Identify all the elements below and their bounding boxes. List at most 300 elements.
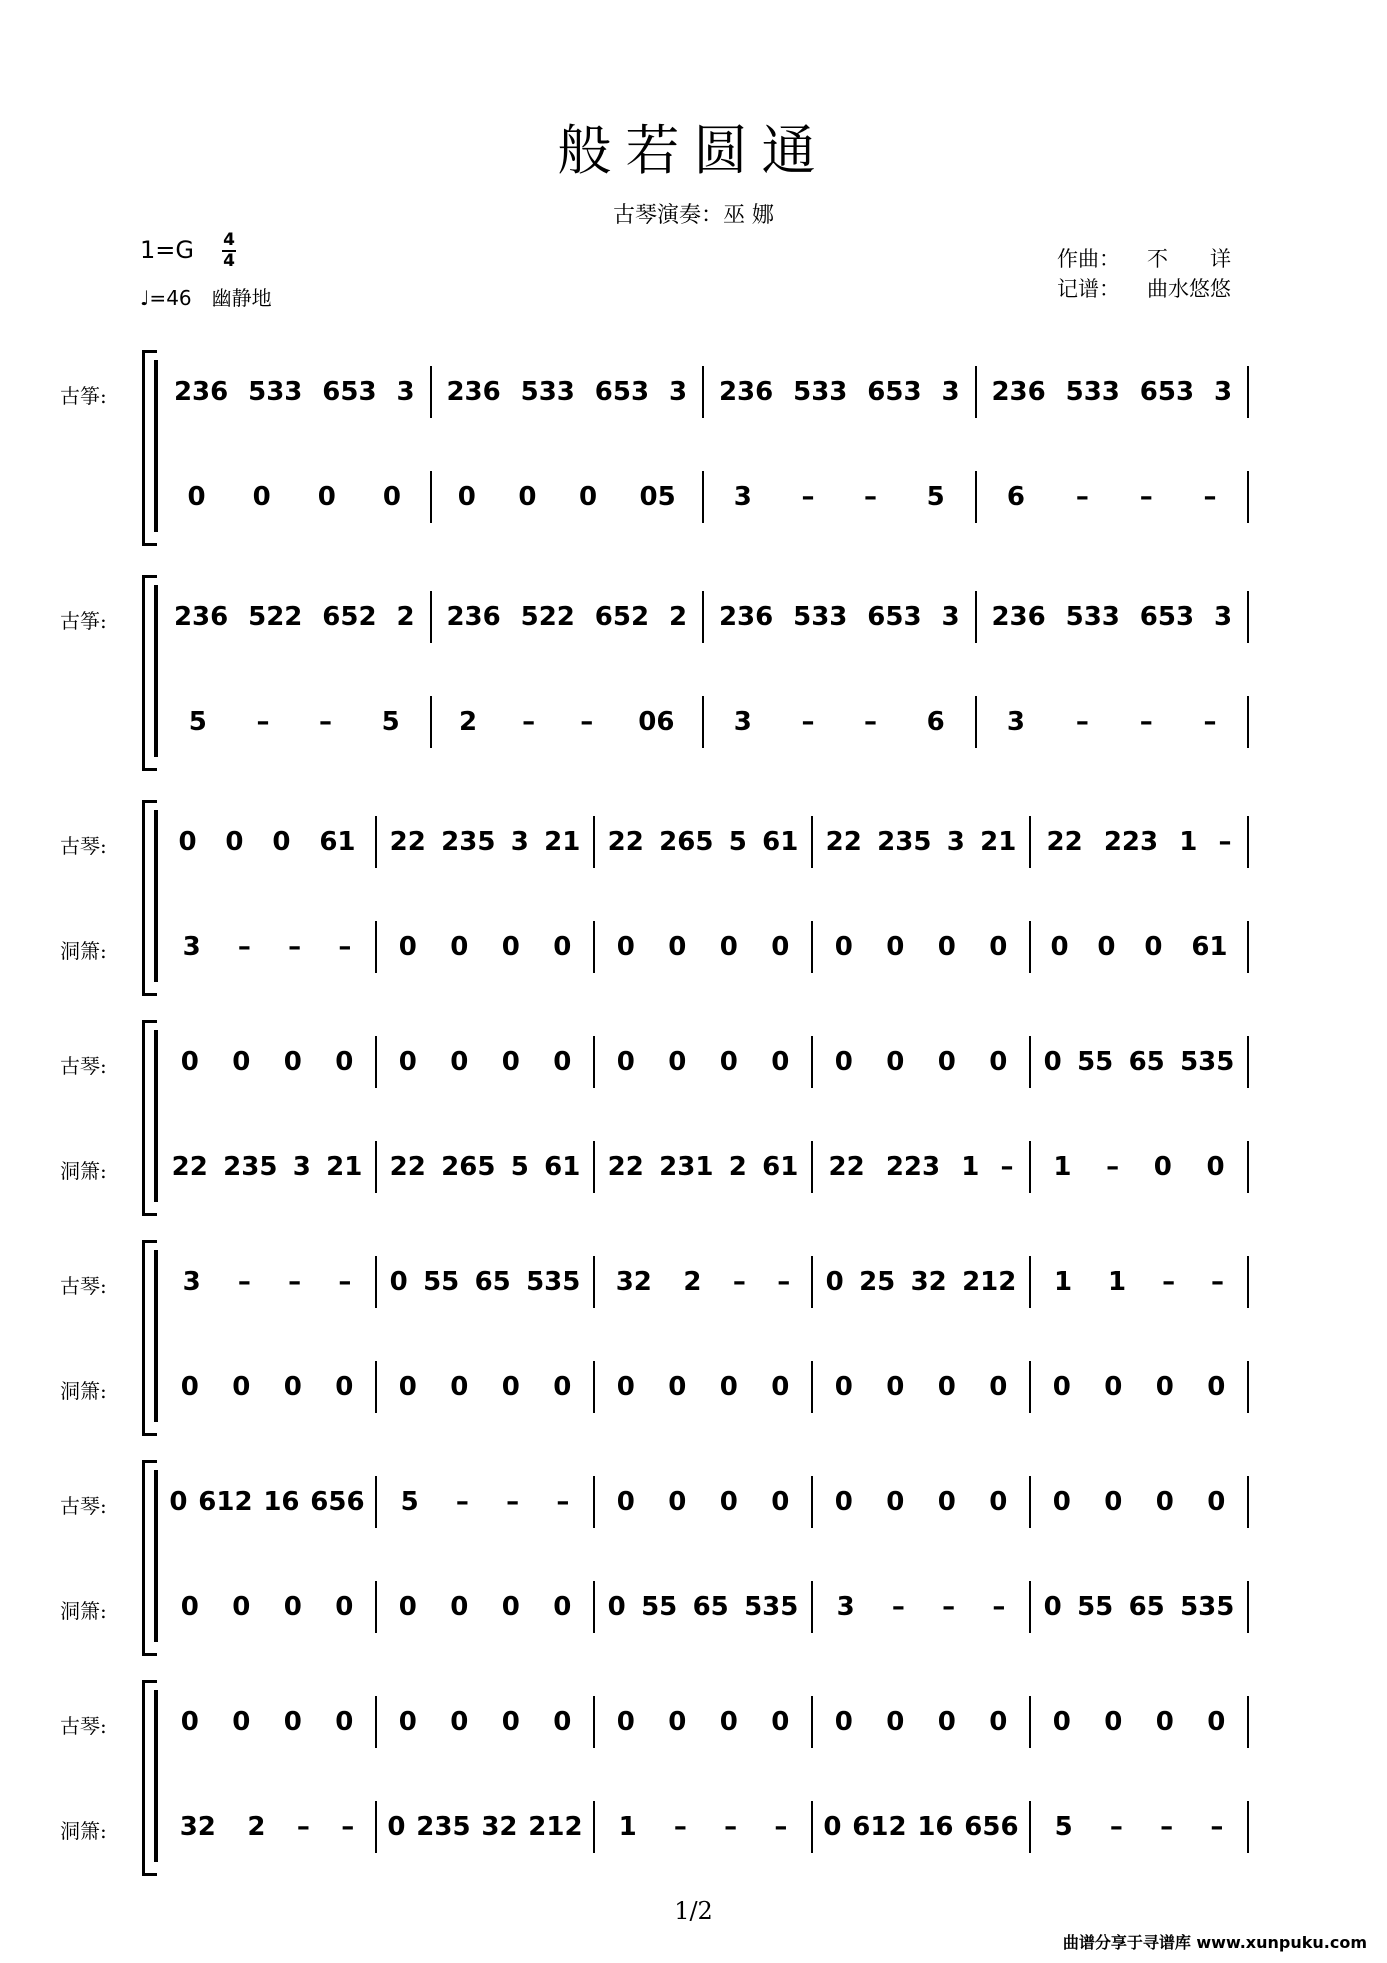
measure	[437, 370, 698, 414]
note-group: 1	[1053, 1267, 1073, 1297]
note-group: 22	[389, 827, 426, 857]
note-group: 0	[1052, 1707, 1071, 1737]
note-group: 0	[187, 482, 206, 512]
measure	[709, 475, 970, 519]
note-group: 0	[1050, 932, 1069, 962]
note-group: –	[1106, 1152, 1120, 1182]
note-group: 0	[389, 1267, 408, 1297]
note-group: 653	[1139, 602, 1195, 632]
barline	[975, 471, 977, 523]
credit-label: 记谱：	[1057, 277, 1120, 301]
measure	[818, 1040, 1024, 1084]
note-group: 2	[459, 707, 478, 737]
note-group: 0	[719, 932, 738, 962]
note-group: 533	[520, 377, 575, 407]
barline	[702, 471, 704, 523]
note-group: 0	[834, 1487, 853, 1517]
note-group: 236	[991, 602, 1046, 632]
measure	[982, 700, 1243, 744]
instrument-label: 古筝:	[60, 609, 107, 633]
note-group: 6	[1006, 482, 1026, 512]
note-group: 22	[828, 1152, 865, 1182]
note-group: –	[864, 707, 878, 737]
measure	[164, 1260, 370, 1304]
note-group: 0	[771, 1372, 790, 1402]
note-group: –	[506, 1487, 520, 1517]
note-group: 3	[946, 827, 965, 857]
barline	[1029, 1476, 1031, 1528]
note-group: 3	[510, 827, 529, 857]
barline	[593, 1141, 595, 1193]
note-group: 1	[1053, 1152, 1072, 1182]
note-group: 0	[1153, 1152, 1172, 1182]
note-group: 0	[937, 1372, 956, 1402]
note-group: 5	[400, 1487, 419, 1517]
note-group: 0	[1144, 932, 1163, 962]
system-start-line	[154, 1470, 158, 1642]
note-group: 5	[926, 482, 945, 512]
note-group: 05	[639, 482, 676, 512]
note-group: 0	[989, 1372, 1008, 1402]
note-group: 0	[335, 1592, 354, 1622]
note-group: 0	[180, 1372, 199, 1402]
note-group: 0	[553, 1592, 572, 1622]
note-group: 0	[989, 1707, 1008, 1737]
measure	[382, 1700, 588, 1744]
note-group: 0	[1207, 1372, 1226, 1402]
measure	[600, 1145, 806, 1189]
note-group: 535	[526, 1267, 581, 1297]
instrument-label: 洞箫:	[60, 1599, 107, 1623]
note-group: 55	[1077, 1592, 1114, 1622]
barline	[702, 366, 704, 418]
note-group: 0	[450, 932, 469, 962]
note-group: 3	[733, 482, 752, 512]
note-group: –	[1000, 1152, 1014, 1182]
barline	[375, 1801, 377, 1853]
measure	[164, 925, 370, 969]
note-group: 61	[1191, 932, 1228, 962]
note-group: 55	[1077, 1047, 1114, 1077]
note-group: 0	[823, 1812, 842, 1842]
note-group: 0	[252, 482, 271, 512]
time-signature	[222, 232, 236, 270]
performer-subtitle: 古琴演奏：巫 娜	[613, 203, 774, 228]
measure	[818, 1145, 1024, 1189]
note-group: –	[891, 1592, 905, 1622]
barline	[1029, 1801, 1031, 1853]
note-group: 0	[180, 1592, 199, 1622]
measure	[164, 370, 425, 414]
note-group: 32	[615, 1267, 652, 1297]
note-group: –	[338, 932, 352, 962]
barline	[1029, 1361, 1031, 1413]
instrument-label: 古琴:	[60, 1274, 107, 1298]
note-group: 0	[387, 1812, 406, 1842]
instrument-label: 洞箫:	[60, 1819, 107, 1843]
barline	[593, 1476, 595, 1528]
note-group: 61	[544, 1152, 581, 1182]
barline	[430, 696, 432, 748]
barline	[975, 591, 977, 643]
note-group: 3	[182, 932, 201, 962]
measure	[1036, 1365, 1242, 1409]
note-group: 0	[518, 482, 537, 512]
barline	[702, 696, 704, 748]
barline	[811, 1696, 813, 1748]
note-group: –	[341, 1812, 355, 1842]
note-group: 21	[326, 1152, 363, 1182]
note-group: –	[777, 1267, 791, 1297]
barline	[593, 1696, 595, 1748]
note-group: 2	[396, 602, 415, 632]
measure	[600, 925, 806, 969]
note-group: 0	[886, 1487, 905, 1517]
barline	[1029, 816, 1031, 868]
barline	[811, 1476, 813, 1528]
note-group: –	[580, 707, 594, 737]
note-group: 2	[668, 602, 688, 632]
note-group: 3	[1006, 707, 1026, 737]
measure	[818, 925, 1024, 969]
barline	[1029, 1696, 1031, 1748]
credits	[1057, 244, 1231, 304]
note-group: 0	[1097, 932, 1116, 962]
note-group: 265	[441, 1152, 496, 1182]
barline	[1247, 1801, 1249, 1853]
note-group: 236	[718, 602, 774, 632]
note-group: –	[992, 1592, 1006, 1622]
note-group: 5	[510, 1152, 529, 1182]
note-group: 656	[310, 1487, 365, 1517]
measure	[164, 1145, 370, 1189]
note-group: 0	[1155, 1372, 1174, 1402]
measure	[437, 595, 698, 639]
measure	[382, 820, 588, 864]
note-group: 0	[501, 1707, 520, 1737]
note-group: 61	[762, 827, 799, 857]
barline	[430, 471, 432, 523]
barline	[811, 1581, 813, 1633]
note-group: 32	[481, 1812, 518, 1842]
system-start-line	[154, 1690, 158, 1862]
instrument-label: 古琴:	[60, 1054, 107, 1078]
transcriber-credit	[1057, 274, 1231, 304]
note-group: –	[522, 707, 536, 737]
note-group: 3	[941, 377, 960, 407]
note-group: 0	[232, 1047, 251, 1077]
measure	[382, 925, 588, 969]
note-group: –	[1109, 1812, 1123, 1842]
note-group: –	[724, 1812, 738, 1842]
note-group: 0	[834, 1047, 853, 1077]
measure	[164, 475, 425, 519]
note-group: 22	[171, 1152, 208, 1182]
measure	[818, 1365, 1024, 1409]
note-group: –	[1210, 1812, 1224, 1842]
barline	[811, 1801, 813, 1853]
note-group: 0	[771, 1487, 790, 1517]
note-group: 32	[179, 1812, 216, 1842]
note-group: 0	[398, 1372, 417, 1402]
measure	[982, 370, 1243, 414]
measure	[164, 1700, 370, 1744]
note-group: 0	[283, 1707, 302, 1737]
note-group: 0	[382, 482, 401, 512]
measure	[709, 595, 970, 639]
note-group: 0	[225, 827, 244, 857]
note-group: –	[1218, 827, 1232, 857]
key-signature: 1=G	[140, 236, 194, 264]
note-group: 0	[501, 1372, 520, 1402]
measure	[1036, 1585, 1242, 1629]
note-group: 0	[178, 827, 197, 857]
system-start-line	[154, 360, 158, 532]
note-group: 0	[825, 1267, 844, 1297]
note-group: 0	[398, 932, 417, 962]
barline	[1247, 1696, 1249, 1748]
note-group: 65	[1128, 1592, 1165, 1622]
note-group: 522	[248, 602, 303, 632]
barline	[375, 921, 377, 973]
measure	[982, 475, 1243, 519]
note-group: 21	[980, 827, 1017, 857]
measure	[709, 370, 970, 414]
note-group: 0	[937, 932, 956, 962]
measure	[1036, 1260, 1242, 1304]
note-group: –	[1203, 707, 1217, 737]
credit-value: 曲水悠悠	[1147, 277, 1231, 301]
measure	[600, 1365, 806, 1409]
note-group: 0	[1043, 1047, 1062, 1077]
note-group: 5	[728, 827, 747, 857]
note-group: 0	[886, 932, 905, 962]
time-signature-top: 4	[223, 230, 235, 250]
measure	[382, 1805, 588, 1849]
measure	[600, 1040, 806, 1084]
note-group: 0	[180, 1707, 199, 1737]
note-group: –	[237, 1267, 251, 1297]
note-group: 236	[173, 377, 229, 407]
system-start-line	[154, 1030, 158, 1202]
note-group: 0	[886, 1372, 905, 1402]
note-group: 236	[446, 377, 501, 407]
note-group: 2	[683, 1267, 702, 1297]
note-group: 3	[182, 1267, 201, 1297]
note-group: 653	[1139, 377, 1195, 407]
note-group: 0	[501, 1592, 520, 1622]
barline	[1247, 1476, 1249, 1528]
note-group: 653	[594, 377, 650, 407]
note-group: –	[1162, 1267, 1176, 1297]
note-group: 652	[594, 602, 650, 632]
barline	[430, 591, 432, 643]
note-group: –	[319, 707, 333, 737]
note-group: 0	[501, 1047, 520, 1077]
note-group: 212	[962, 1267, 1017, 1297]
note-group: 533	[793, 602, 848, 632]
note-group: 235	[441, 827, 496, 857]
note-group: –	[296, 1812, 310, 1842]
system-start-line	[154, 1250, 158, 1422]
note-group: 236	[173, 602, 229, 632]
note-group: 61	[319, 827, 356, 857]
note-group: 0	[272, 827, 291, 857]
measure	[600, 1260, 806, 1304]
barline	[430, 366, 432, 418]
note-group: 0	[553, 1707, 572, 1737]
instrument-label: 古筝:	[60, 384, 107, 408]
note-group: 0	[834, 1372, 853, 1402]
note-group: 0	[1104, 1707, 1123, 1737]
measure	[164, 1365, 370, 1409]
measure	[600, 1700, 806, 1744]
note-group: 0	[1155, 1487, 1174, 1517]
measure	[437, 475, 698, 519]
note-group: 0	[1207, 1707, 1226, 1737]
note-group: –	[556, 1487, 570, 1517]
barline	[593, 816, 595, 868]
barline	[375, 1141, 377, 1193]
barline	[375, 1361, 377, 1413]
note-group: 0	[771, 1047, 790, 1077]
barline	[811, 1036, 813, 1088]
note-group: 0	[886, 1047, 905, 1077]
barline	[702, 591, 704, 643]
note-group: 65	[1128, 1047, 1165, 1077]
measure	[709, 700, 970, 744]
note-group: –	[801, 482, 815, 512]
measure	[164, 595, 425, 639]
note-group: 0	[232, 1592, 251, 1622]
note-group: 0	[450, 1592, 469, 1622]
barline	[1247, 1581, 1249, 1633]
note-group: 0	[232, 1707, 251, 1737]
note-group: 65	[692, 1592, 729, 1622]
note-group: 0	[335, 1047, 354, 1077]
barline	[811, 921, 813, 973]
measure	[1036, 925, 1242, 969]
note-group: 0	[1104, 1487, 1123, 1517]
barline	[1029, 1256, 1031, 1308]
note-group: –	[732, 1267, 746, 1297]
note-group: 0	[668, 1487, 687, 1517]
measure	[164, 1805, 370, 1849]
measure	[382, 1260, 588, 1304]
measure	[164, 700, 425, 744]
note-group: 653	[867, 602, 922, 632]
note-group: 1	[1179, 827, 1198, 857]
note-group: 0	[1052, 1372, 1071, 1402]
note-group: 0	[668, 932, 687, 962]
note-group: 6	[926, 707, 945, 737]
instrument-label: 洞箫:	[60, 1159, 107, 1183]
note-group: 55	[423, 1267, 460, 1297]
note-group: 0	[450, 1047, 469, 1077]
note-group: 0	[616, 932, 635, 962]
note-group: 612	[198, 1487, 253, 1517]
note-group: 5	[188, 707, 207, 737]
note-group: 0	[616, 1372, 635, 1402]
measure	[382, 1365, 588, 1409]
note-group: 0	[578, 482, 598, 512]
barline	[1247, 471, 1249, 523]
note-group: 61	[762, 1152, 799, 1182]
barline	[1247, 1361, 1249, 1413]
note-group: 0	[719, 1707, 738, 1737]
note-group: 231	[659, 1152, 714, 1182]
note-group: 0	[937, 1047, 956, 1077]
note-group: 235	[877, 827, 932, 857]
note-group: 0	[283, 1372, 302, 1402]
barline	[1247, 366, 1249, 418]
note-group: –	[673, 1812, 687, 1842]
note-group: 0	[335, 1707, 354, 1737]
note-group: 3	[292, 1152, 311, 1182]
barline	[593, 1801, 595, 1853]
note-group: 0	[283, 1047, 302, 1077]
note-group: 0	[180, 1047, 199, 1077]
note-group: –	[1211, 1267, 1225, 1297]
note-group: 235	[416, 1812, 471, 1842]
note-group: 0	[457, 482, 476, 512]
note-group: 533	[248, 377, 303, 407]
note-group: 0	[607, 1592, 626, 1622]
note-group: 0	[616, 1487, 635, 1517]
measure	[437, 700, 698, 744]
note-group: 3	[1213, 602, 1233, 632]
barline	[1247, 1036, 1249, 1088]
measure	[164, 1585, 370, 1629]
note-group: 223	[1103, 827, 1159, 857]
note-group: 0	[1043, 1592, 1062, 1622]
barline	[1029, 921, 1031, 973]
barline	[375, 816, 377, 868]
note-group: 0	[398, 1707, 417, 1737]
note-group: 22	[1046, 827, 1083, 857]
measure	[818, 1700, 1024, 1744]
barline	[1247, 921, 1249, 973]
measure	[1036, 1040, 1242, 1084]
measure	[382, 1145, 588, 1189]
note-group: –	[1160, 1812, 1174, 1842]
note-group: 535	[1180, 1047, 1235, 1077]
barline	[593, 921, 595, 973]
note-group: 0	[989, 1047, 1008, 1077]
barline	[375, 1476, 377, 1528]
note-group: 0	[616, 1707, 635, 1737]
measure	[164, 820, 370, 864]
note-group: –	[256, 707, 270, 737]
note-group: –	[1075, 707, 1089, 737]
note-group: 25	[859, 1267, 896, 1297]
barline	[975, 696, 977, 748]
composer-credit	[1057, 244, 1231, 274]
note-group: –	[801, 707, 815, 737]
note-group: 652	[322, 602, 377, 632]
note-group: 656	[964, 1812, 1019, 1842]
credit-label: 作曲：	[1057, 247, 1120, 271]
note-group: 0	[616, 1047, 635, 1077]
note-group: 0	[398, 1047, 417, 1077]
instrument-label: 洞箫:	[60, 1379, 107, 1403]
note-group: –	[455, 1487, 469, 1517]
note-group: 55	[641, 1592, 678, 1622]
measure	[600, 820, 806, 864]
note-group: 236	[718, 377, 774, 407]
measure	[1036, 1805, 1242, 1849]
measure	[600, 1585, 806, 1629]
